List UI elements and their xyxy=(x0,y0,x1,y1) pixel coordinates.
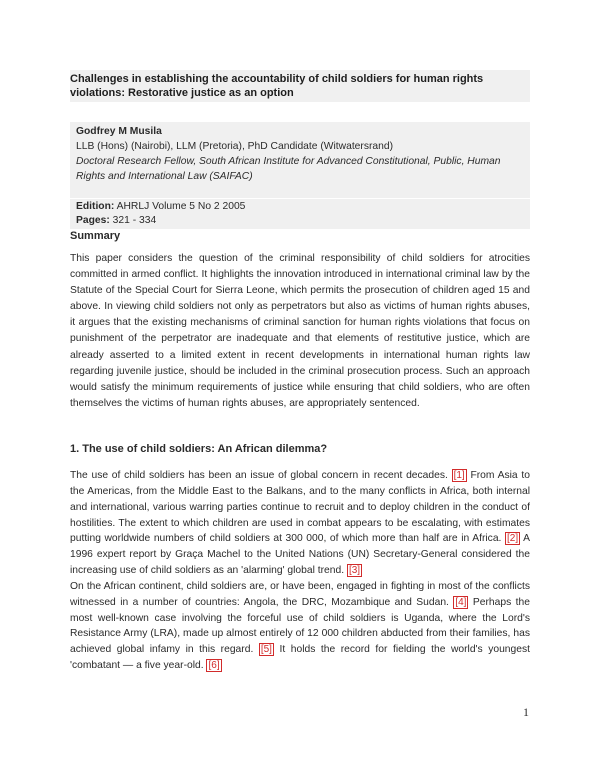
title-block xyxy=(70,70,530,102)
p1-sentence-2: From Asia to the Americas, from the Middle East to the Balkans, and to the many conflicts in Africa, both internal and international, various warring parties continue to recruit and to deploy children in the conduct of hostilities. The extent to which children are used in combat appears to be escalating, with estimates putting worldwide numbers of child soldiers at 300 000, of which more than half are in Africa. xyxy=(70,470,530,545)
pages-line xyxy=(76,214,530,228)
author-position: Doctoral Research Fellow, South African Institute for Advanced Constitutional, Public, Human Rights and International Law (SAIFAC) xyxy=(76,156,501,182)
summary-heading: Summary xyxy=(70,230,121,242)
edition-label: Edition: xyxy=(76,201,115,212)
footnote-link-4[interactable]: [4] xyxy=(455,596,467,608)
summary-text: This paper considers the question of the criminal responsibility of child soldiers for atrocities committed in armed conflict. It highlights the innovation introduced in international criminal law by the Statute of the Special Court for Sierra Leone, which permits the prosecution of children aged 15 and above. In viewing child soldiers not only as perpetrators but also as victims of human rights abuses, it argues that the existing mechanisms of criminal sanction for human rights violations that focus on punishment of the perpetrator are inadequate and that elements of restitutive justice, which are already asserted to a limited extent in recent developments in international human rights law regarding juvenile justice, should be included in the criminal prosecution process. Such an approach would satisfy the minimum requirements of justice while ensuring that child soldiers, who are often themselves the victims of human rights abuses, are appropriately sentenced. xyxy=(70,253,530,409)
footnote-link-3[interactable]: [3] xyxy=(348,565,361,577)
author-block xyxy=(70,122,530,198)
edition-line xyxy=(76,200,530,214)
paragraph-1 xyxy=(70,468,530,579)
footnote-link-2[interactable]: [2] xyxy=(506,533,519,545)
pages-value: 321 - 334 xyxy=(112,215,157,226)
p2-sentence-1: On the African continent, child soldiers are, or have been, engaged in fighting in most of the conflicts witnessed in a number of countries: Angola, the DRC, Mozambique and Sudan. xyxy=(70,580,530,608)
p1-sentence-3: A 1996 expert report by Graça Machel to the United Nations (UN) Secretary-General considered the increasing use of child soldiers as an 'alarming' global trend. xyxy=(70,533,530,577)
edition-block xyxy=(70,199,530,229)
section-heading: 1. The use of child soldiers: An African dilemma? xyxy=(70,443,328,455)
edition-value: AHRLJ Volume 5 No 2 2005 xyxy=(116,201,246,212)
p2-sentence-3: It holds the record for fielding the world's youngest 'combatant — a five year-old. xyxy=(70,644,530,672)
footnote-link-5[interactable]: [5] xyxy=(260,644,272,656)
paragraph-2 xyxy=(70,579,530,674)
author-degrees: LLB (Hons) (Nairobi), LLM (Pretoria), PhD Candidate (Witwatersrand) xyxy=(76,141,394,152)
p2-sentence-2: Perhaps the most well-known case involving the forceful use of child soldiers is Uganda, where the Lord's Resistance Army (LRA), made up almost entirely of 12 000 children abducted from their families, has achieved global infamy in this regard. xyxy=(70,596,530,656)
footnote-link-1[interactable]: [1] xyxy=(453,470,465,481)
page-number: 1 xyxy=(523,705,529,719)
p1-sentence-1: The use of child soldiers has been an issue of global concern in recent decades. xyxy=(70,470,448,481)
article-title: Challenges in establishing the accountability of child soldiers for human rights violations: Restorative justice as an option xyxy=(70,73,484,99)
pages-label: Pages: xyxy=(76,215,110,226)
author-name: Godfrey M Musila xyxy=(76,126,162,137)
body-text xyxy=(70,468,530,674)
footnote-link-6[interactable]: [6] xyxy=(208,660,220,672)
